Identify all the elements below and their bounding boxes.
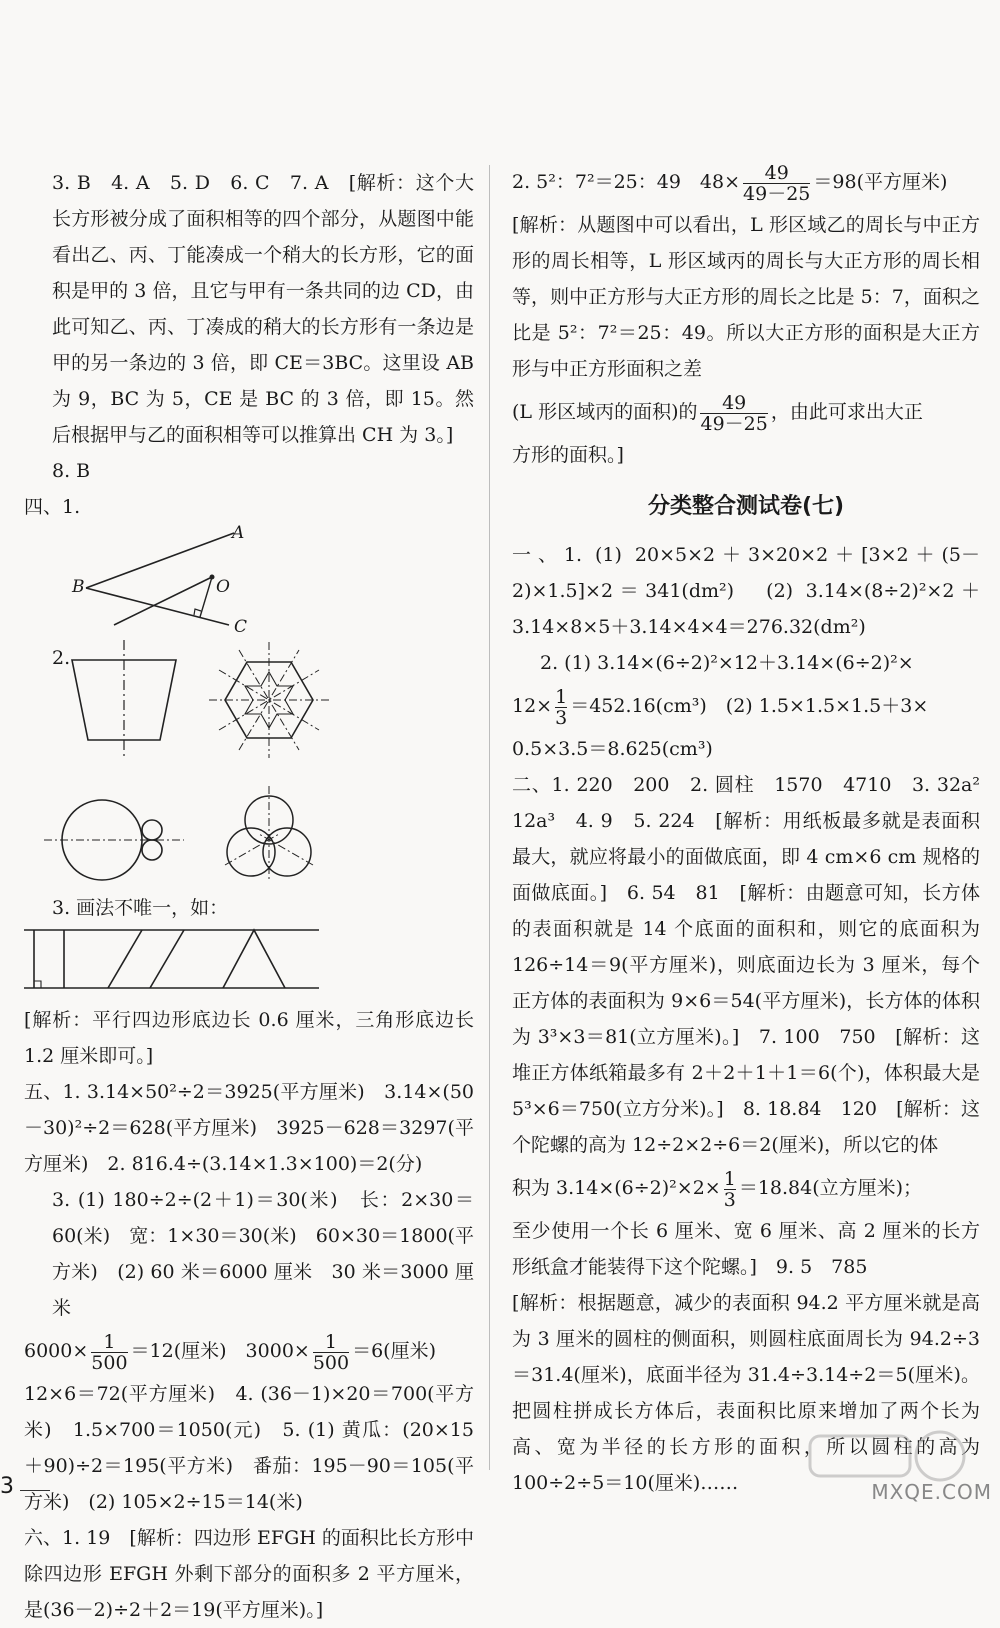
column-divider bbox=[489, 165, 490, 1470]
section-title: 分类整合测试卷(七) bbox=[647, 494, 845, 519]
page-number-rule bbox=[20, 1490, 50, 1491]
analysis-l-shape: [解析：从题图中可以看出，L 形区域乙的周长与中正方形的周长相等，L 形区域丙的周长与大正方形的周长相等，则中正方形与大正方形的周长之比是 5：7，面积之比是 5²：7²＝25：49。所以大正方形的面积是大正方形与中正方形面积之差 bbox=[512, 214, 980, 380]
right-column bbox=[512, 161, 1000, 1501]
part-1-q1: 一、1. (1) 20×5×2＋3×20×2＋[3×2＋(5－2)×1.5]×2＝341(dm²) (2) 3.14×(8÷2)²×2＋3.14×8×5＋3.14×4×4＝276.32(dm²) bbox=[512, 544, 980, 638]
part-1-q2-end: 0.5×3.5＝8.625(cm³) bbox=[512, 738, 713, 760]
watermark-icon bbox=[790, 1426, 990, 1486]
section-4-q1: 四、1. bbox=[24, 496, 81, 518]
fraction-1-500a: $\frac{1}{500}$ bbox=[91, 1330, 128, 1374]
fraction-1-3a: $\frac{1}{3}$ bbox=[555, 685, 568, 729]
symmetry-diagram bbox=[24, 640, 464, 890]
parallel-diagram bbox=[24, 926, 464, 996]
label-b: B bbox=[72, 577, 85, 597]
section-5-q3-part2: 6000× $\frac{1}{500}$ ＝12(厘米) 3000× $\frac{1}{500}$ ＝6(厘米) bbox=[24, 1330, 437, 1374]
analysis-l-shape-cont: (L 形区域丙的面积)的 $\frac{49}{49-25}$ ，由此可求出大正 bbox=[512, 391, 923, 435]
section-5-q3-part1: 3. (1) 180÷2÷(2＋1)＝30(米) 长：2×30＝60(米) 宽：1×30＝30(米) 60×30＝1800(平方米) (2) 60 米＝6000 厘米 30 米＝3000 厘米 bbox=[52, 1189, 474, 1319]
section-5-q1-2: 五、1. 3.14×50²÷2＝3925(平方厘米) 3.14×(50－30)²÷2＝628(平方厘米) 3925－628＝3297(平方厘米) 2. 816.4÷(3.14×1.3×100)＝2(分) bbox=[24, 1081, 474, 1175]
figure-parallel-lines bbox=[24, 926, 474, 996]
section-6-q1: 六、1. 19 [解析：四边形 EFGH 的面积比长方形中除四边形 EFGH 外剩下部分的面积多 2 平方厘米，是(36－2)÷2＋2＝19(平方厘米)。] bbox=[24, 1527, 474, 1621]
part-1-q2: 2. (1) 3.14×(6÷2)²×12＋3.14×(6÷2)²× bbox=[540, 652, 914, 674]
figure-angle-construction bbox=[24, 525, 474, 640]
part-2-analysis-9: [解析：根据题意，减少的表面积 94.2 平方厘米就是高为 3 厘米的圆柱的侧面积，则圆柱底面周长为 94.2÷3＝31.4(厘米)，底面半径为 31.4÷3.14÷2＝5(厘米)。把圆柱拼成长方体后，表面积比原来增加了两个长为高、宽为半径的长方形的面积，所以圆柱的高为 100÷2÷5＝10(厘米)…… bbox=[512, 1292, 987, 1494]
section-5-q3-part3: 12×6＝72(平方厘米) 4. (36－1)×20＝700(平方米) 1.5×700＝1050(元) 5. (1) 黄瓜：(20×15＋90)÷2＝195(平方米) 番茄：195－90＝105(平方米) (2) 105×2÷15＝14(米) bbox=[24, 1383, 474, 1513]
page-number: 3 bbox=[0, 1474, 14, 1499]
answer-8: 8. B bbox=[52, 460, 91, 482]
label-a: A bbox=[232, 523, 245, 543]
part-2-volume: 积为 3.14×(6÷2)²×2× $\frac{1}{3}$ ＝18.84(立方厘米)； bbox=[512, 1167, 923, 1211]
part-1-q2-cont: 12× $\frac{1}{3}$ ＝452.16(cm³) (2) 1.5×1.5×1.5＋3× bbox=[512, 685, 929, 729]
analysis-q3: [解析：平行四边形底边长 0.6 厘米，三角形底边长 1.2 厘米即可。] bbox=[24, 1009, 481, 1067]
fraction-1-3b: $\frac{1}{3}$ bbox=[723, 1167, 736, 1211]
part-2-box: 至少使用一个长 6 厘米、宽 6 厘米、高 2 厘米的长方形纸盒才能装得下这个陀螺。] 9. 5 785 bbox=[512, 1220, 980, 1278]
answer-3-7: 3. B 4. A 5. D 6. C 7. A [解析：这个大长方形被分成了面积相等的四个部分，从题图中能看出乙、丙、丁能凑成一个稍大的长方形，它的面积是甲的 3 倍，且它与甲有一条共同的边 CD，由此可知乙、丙、丁凑成的稍大的长方形有一条边是甲的另一条边的 3 倍，即 CE＝3BC。这里设 AB 为 9，BC 为 5，CE 是 BC 的 3 倍，即 15。然后根据甲与乙的面积相等可以推算出 CH 为 3。] bbox=[52, 172, 481, 446]
part-2-answers: 二、1. 220 200 2. 圆柱 1570 4710 3. 32a² 12a³ 4. 9 5. 224 [解析：用纸板最多就是表面积最大，就应将最小的面做底面，即 4 cm×6 cm 规格的面做底面。] 6. 54 81 [解析：由题意可知，长方体的表面积就是 14 个底面的面积和，则它的底面积为 126÷14＝9(平方厘米)，则底面边长为 3 厘米，每个正方体的表面积为 9×6＝54(平方厘米)，长方体的体积为 3³×3＝81(立方厘米)。] 7. 100 750 [解析：这堆正方体纸箱最多有 2＋2＋1＋1＝6(个)，体积最大是 5³×6＝750(立方分米)。] 8. 18.84 120 [解析：这个陀螺的高为 12÷2×2÷6＝2(厘米)，所以它的体 bbox=[512, 774, 1000, 1156]
label-o: O bbox=[216, 577, 230, 597]
label-c: C bbox=[234, 617, 248, 637]
figure-symmetry-axes bbox=[24, 640, 474, 890]
answer-2-ratio: 2. 5²：7²＝25：49 48× $\frac{49}{49-25}$ ＝98(平方厘米) bbox=[512, 161, 948, 205]
fraction-1-500b: $\frac{1}{500}$ bbox=[312, 1330, 350, 1374]
analysis-l-shape-end: 方形的面积。] bbox=[512, 444, 624, 466]
section-4-q2: 2. bbox=[52, 647, 71, 669]
watermark-text: MXQE.COM bbox=[871, 1480, 992, 1504]
fraction-49-over-b: $\frac{49}{49-25}$ bbox=[700, 391, 768, 435]
section-4-q3: 3. 画法不唯一，如： bbox=[52, 897, 229, 919]
left-column bbox=[24, 165, 481, 1628]
fraction-49-over: $\frac{49}{49-25}$ bbox=[743, 161, 811, 205]
